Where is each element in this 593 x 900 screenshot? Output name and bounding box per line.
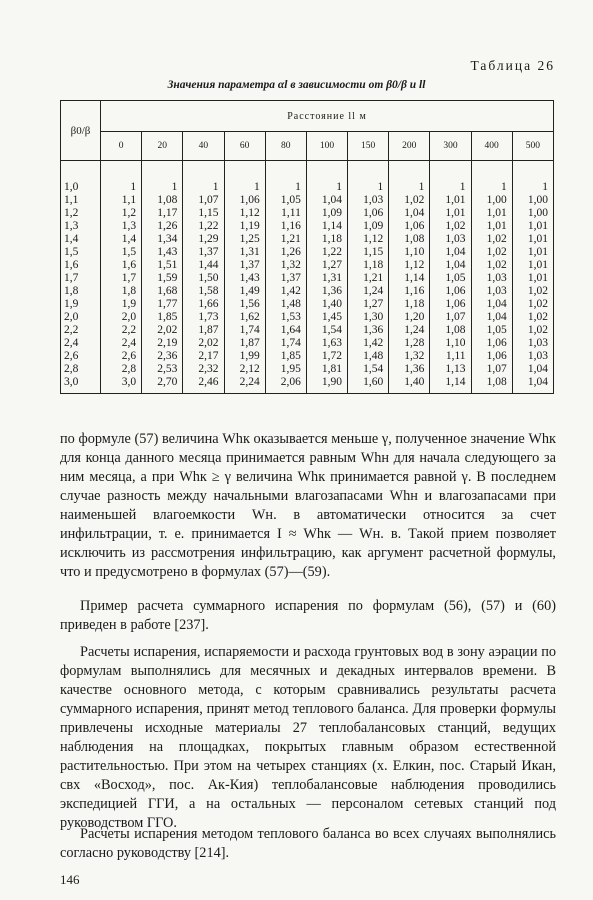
- paragraph-3: [60, 643, 556, 833]
- data-table: [60, 100, 554, 394]
- ratio-header: β0/β: [61, 101, 101, 161]
- value-column-60: 1 1,06 1,12 1,19 1,25 1,31 1,37 1,43 1,49 1,56 1,62 1,74 1,87 1,99 2,12 2,24: [224, 161, 265, 394]
- value-column-500: 1 1,00 1,00 1,01 1,01 1,01 1,01 1,01 1,02 1,02 1,02 1,02 1,03 1,03 1,04 1,04: [512, 161, 553, 394]
- value-column-40: 1 1,07 1,15 1,22 1,29 1,37 1,44 1,50 1,58 1,66 1,73 1,87 2,02 2,17 2,32 2,46: [183, 161, 224, 394]
- distance-header-cell: 0: [101, 132, 142, 161]
- distance-header-cell: 40: [183, 132, 224, 161]
- distance-header-cell: 60: [224, 132, 265, 161]
- table-caption: Значения параметра αl в зависимости от β0/β и ll: [167, 79, 426, 91]
- ratio-column-cell: 1,0 1,1 1,2 1,3 1,4 1,5 1,6 1,7 1,8 1,9 2,0 2,2 2,4 2,6 2,8 3,0: [61, 161, 101, 394]
- distance-header-cell: 300: [430, 132, 471, 161]
- paragraph-text: Расчеты испарения методом теплового баланса во всех случаях выполнялись согласно руководству [214].: [60, 826, 556, 861]
- page-number: 146: [60, 872, 80, 887]
- paragraph-4: [60, 825, 556, 863]
- value-column-300: 1 1,01 1,01 1,02 1,03 1,04 1,04 1,05 1,06 1,06 1,07 1,08 1,10 1,11 1,13 1,14: [430, 161, 471, 394]
- distance-header-cell: 20: [142, 132, 183, 161]
- paragraph-2: [60, 597, 556, 635]
- value-column-150: 1 1,03 1,06 1,09 1,12 1,15 1,18 1,21 1,24 1,27 1,30 1,36 1,42 1,48 1,54 1,60: [348, 161, 389, 394]
- paragraph-text: Расчеты испарения, испаряемости и расхода грунтовых вод в зону аэрации по формулам выполнялись для месячных и декадных интервалов времени. В качестве основного метода, с которым сравнивались результаты расчета суммарного испарения, принят метод теплового баланса. Для проверки формулы привлечены исходные материалы 27 теплобалансовых станций, ведущих наблюдения на площадках, покрытых главным образом естественной растительностью. При этом на четырех станциях (х. Елкин, пос. Старый Икан, свх «Восход», пос. Ак-Кия) теплобалансовые наблюдения проводились экспедицией ГГИ, а на остальных — персоналом сетевых станций под руководством ГГО.: [60, 644, 556, 831]
- distance-header-cell: 150: [348, 132, 389, 161]
- distance-header-cell: 80: [265, 132, 306, 161]
- distance-header-cell: 500: [512, 132, 553, 161]
- distance-header-cell: 100: [306, 132, 347, 161]
- value-column-400: 1 1,00 1,01 1,01 1,02 1,02 1,02 1,03 1,03 1,04 1,04 1,05 1,06 1,06 1,07 1,08: [471, 161, 512, 394]
- paragraph-text: по формуле (57) величина Whк оказывается меньше γ, полученное значение Whк для конца данного месяца принимается равным Whн для начала следующего за ним месяца, а при Whк ≥ γ величина Whк принимается равной γ. В последнем случае разность между начальными влагозапасами Whн и влагозапасами при наименьшей влагоемкости Wн. в автоматически относится за счет инфильтрации, т. е. принимается I ≈ Whк — Wн. в. Такой прием позволяет исключить из рассмотрения инфильтрацию, как аргумент расчетной формулы, что и предусмотрено в формулах (57)—(59).: [60, 431, 556, 580]
- paragraph-1: [60, 430, 556, 582]
- distance-header-cell: 400: [471, 132, 512, 161]
- distance-header: Расстояние ll м: [101, 101, 554, 132]
- table-number: Таблица 26: [470, 58, 555, 73]
- value-column-0: 1 1,1 1,2 1,3 1,4 1,5 1,6 1,7 1,8 1,9 2,0 2,2 2,4 2,6 2,8 3,0: [101, 161, 142, 394]
- value-column-200: 1 1,02 1,04 1,06 1,08 1,10 1,12 1,14 1,16 1,18 1,20 1,24 1,28 1,32 1,36 1,40: [389, 161, 430, 394]
- value-column-80: 1 1,05 1,11 1,16 1,21 1,26 1,32 1,37 1,42 1,48 1,53 1,64 1,74 1,85 1,95 2,06: [265, 161, 306, 394]
- distance-header-cell: 200: [389, 132, 430, 161]
- paragraph-text: Пример расчета суммарного испарения по формулам (56), (57) и (60) приведен в работе [237].: [60, 598, 556, 633]
- value-column-20: 1 1,08 1,17 1,26 1,34 1,43 1,51 1,59 1,68 1,77 1,85 2,02 2,19 2,36 2,53 2,70: [142, 161, 183, 394]
- table-body-row: [61, 161, 554, 394]
- value-column-100: 1 1,04 1,09 1,14 1,18 1,22 1,27 1,31 1,36 1,40 1,45 1,54 1,63 1,72 1,81 1,90: [306, 161, 347, 394]
